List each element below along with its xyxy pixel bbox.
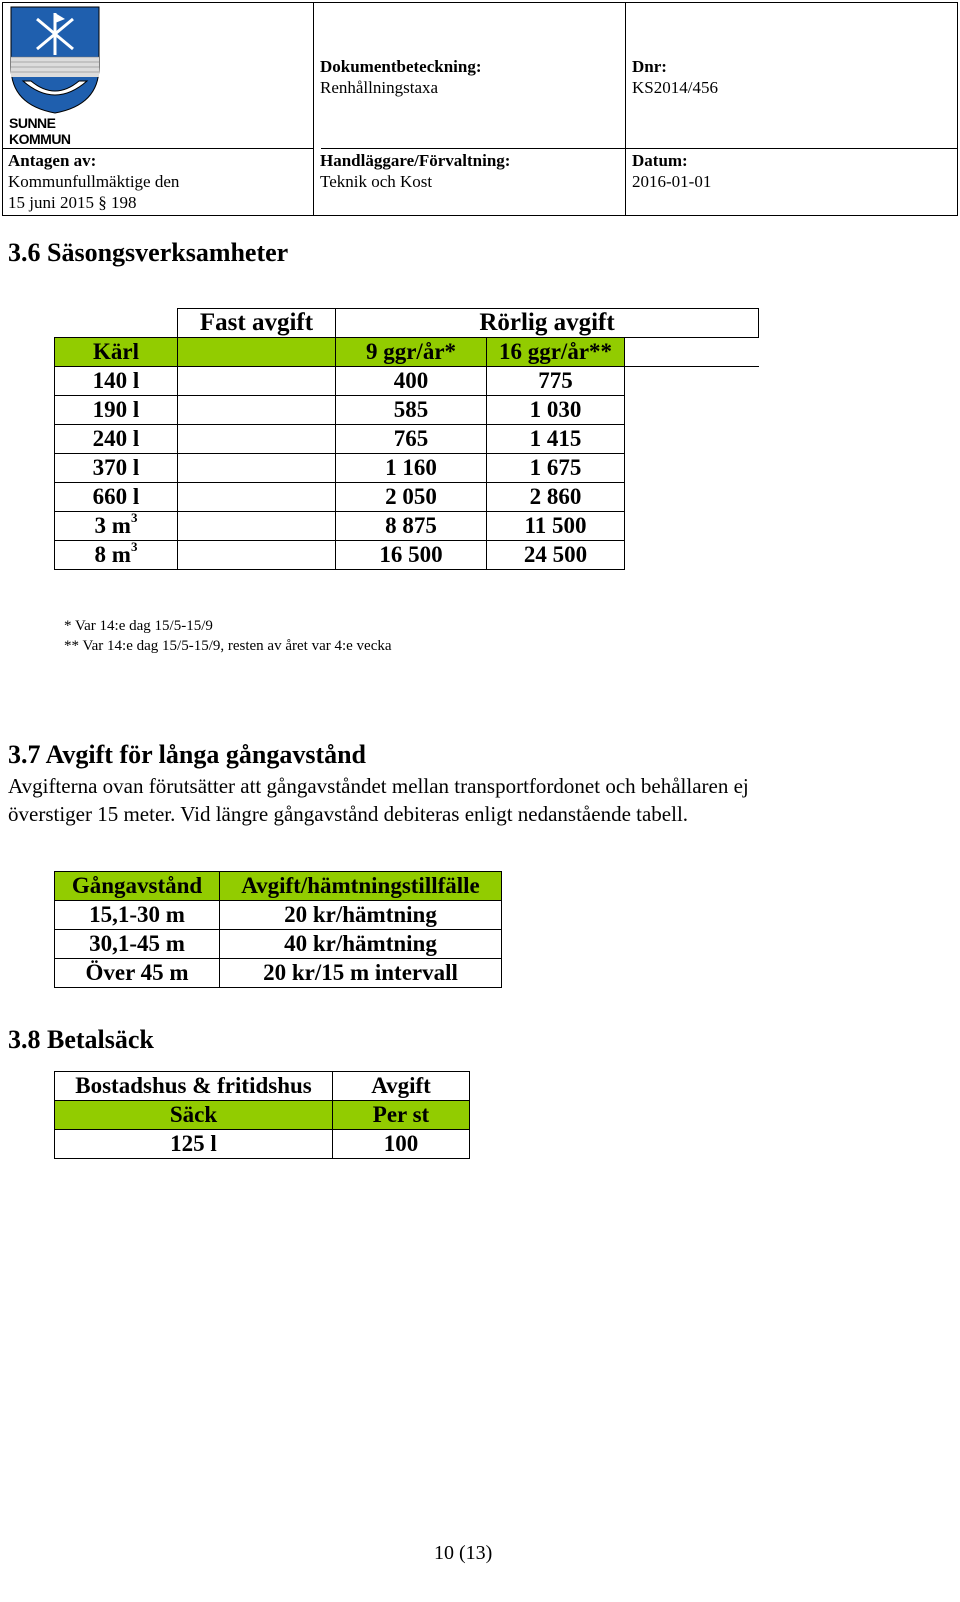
table-cell: [625, 454, 759, 483]
table-cell: 240 l: [55, 425, 178, 454]
table-cell: 1 160: [336, 454, 487, 483]
table-cell: 40 kr/hämtning: [220, 930, 502, 959]
table-cell: [625, 396, 759, 425]
table-cell: [178, 425, 336, 454]
coat-of-arms-icon: [9, 5, 101, 115]
table-cell: [625, 367, 759, 396]
table-cell: [625, 541, 759, 570]
antagen-date: 15 juni 2015 § 198: [8, 193, 137, 212]
table-cell: 3 $m^3$: [55, 512, 178, 541]
table-cell: 125 l: [55, 1130, 333, 1159]
table-cell: 660 l: [55, 483, 178, 512]
table-cell: [625, 512, 759, 541]
table-cell: Över 45 m: [55, 959, 220, 988]
table-cell: 765: [336, 425, 487, 454]
table-cell: [178, 483, 336, 512]
column-header: 9 ggr/år*: [336, 338, 487, 367]
header-divider: [625, 3, 626, 215]
table-cell: 1 030: [487, 396, 625, 425]
column-header: Rörlig avgift: [336, 309, 759, 338]
column-header: Per st: [333, 1101, 470, 1130]
antagen-value: Kommunfullmäktige den: [8, 172, 180, 191]
empty-cell: [55, 309, 178, 338]
column-header: Fast avgift: [178, 309, 336, 338]
table-row: [55, 930, 502, 959]
seasonal-fee-table: [54, 308, 759, 570]
doc-value: Renhållningstaxa: [320, 78, 439, 97]
table-cell: 140 l: [55, 367, 178, 396]
page-number: 10 (13): [434, 1542, 493, 1564]
antagen-label: Antagen av:: [8, 151, 97, 170]
column-header: [178, 338, 336, 367]
table-row: [55, 367, 759, 396]
column-header: Bostadshus & fritidshus: [55, 1072, 333, 1101]
table-cell: 15,1-30 m: [55, 901, 220, 930]
table-cell: 400: [336, 367, 487, 396]
column-header: Gångavstånd: [55, 872, 220, 901]
table-row: [55, 959, 502, 988]
logo-text: SUNNE KOMMUN: [9, 115, 71, 147]
doc-label: Dokumentbeteckning:: [320, 57, 482, 76]
dnr-value: KS2014/456: [632, 78, 718, 97]
table-cell: 16 500: [336, 541, 487, 570]
table-cell: [178, 367, 336, 396]
footnote: ** Var 14:e dag 15/5-15/9, resten av året var 4:e vecka: [64, 638, 392, 654]
table-cell: 20 kr/hämtning: [220, 901, 502, 930]
table-row: [55, 541, 759, 570]
walking-distance-table: [54, 871, 502, 988]
footnote: * Var 14:e dag 15/5-15/9: [64, 618, 213, 634]
table-cell: 370 l: [55, 454, 178, 483]
table-cell: 8 $m^3$: [55, 541, 178, 570]
table-cell: 24 500: [487, 541, 625, 570]
table-row: [55, 512, 759, 541]
table-cell: [178, 396, 336, 425]
handlaggare-value: Teknik och Kost: [320, 172, 433, 191]
section-heading: 3.7 Avgift för långa gångavstånd: [8, 740, 367, 769]
section-heading: 3.8 Betalsäck: [8, 1025, 154, 1054]
dnr-label: Dnr:: [632, 57, 667, 76]
column-header: Kärl: [55, 338, 178, 367]
datum-value: 2016-01-01: [632, 172, 712, 191]
column-header: Avgift: [333, 1072, 470, 1101]
table-cell: [178, 454, 336, 483]
paragraph-line: Avgifterna ovan förutsätter att gångavståndet mellan transportfordonet och behållaren ej: [8, 774, 749, 798]
table-cell: [178, 541, 336, 570]
table-row: [55, 454, 759, 483]
table-row: [55, 483, 759, 512]
table-cell: [625, 483, 759, 512]
municipality-logo: [9, 5, 101, 147]
table-cell: 8 875: [336, 512, 487, 541]
handlaggare-label: Handläggare/Förvaltning:: [320, 151, 511, 170]
table-cell: 775: [487, 367, 625, 396]
column-header: 16 ggr/år**: [487, 338, 625, 367]
table-row: [55, 1130, 470, 1159]
table-cell: 585: [336, 396, 487, 425]
table-row: [55, 396, 759, 425]
table-cell: 20 kr/15 m intervall: [220, 959, 502, 988]
header-divider: [321, 148, 957, 149]
table-cell: 100: [333, 1130, 470, 1159]
column-header: Säck: [55, 1101, 333, 1130]
paying-bag-table: [54, 1071, 470, 1159]
section-heading: 3.6 Säsongsverksamheter: [8, 238, 289, 267]
table-cell: [625, 425, 759, 454]
table-cell: 11 500: [487, 512, 625, 541]
table-row: [55, 901, 502, 930]
table-row: [55, 425, 759, 454]
header-divider: [313, 3, 314, 215]
table-cell: 1 415: [487, 425, 625, 454]
table-cell: 30,1-45 m: [55, 930, 220, 959]
table-cell: [178, 512, 336, 541]
datum-label: Datum:: [632, 151, 688, 170]
empty-cell: [625, 338, 759, 367]
column-header: Avgift/hämtningstillfälle: [220, 872, 502, 901]
table-cell: 2 050: [336, 483, 487, 512]
table-cell: 2 860: [487, 483, 625, 512]
table-cell: 1 675: [487, 454, 625, 483]
paragraph-line: överstiger 15 meter. Vid längre gångavstånd debiteras enligt nedanstående tabell.: [8, 802, 689, 826]
table-cell: 190 l: [55, 396, 178, 425]
